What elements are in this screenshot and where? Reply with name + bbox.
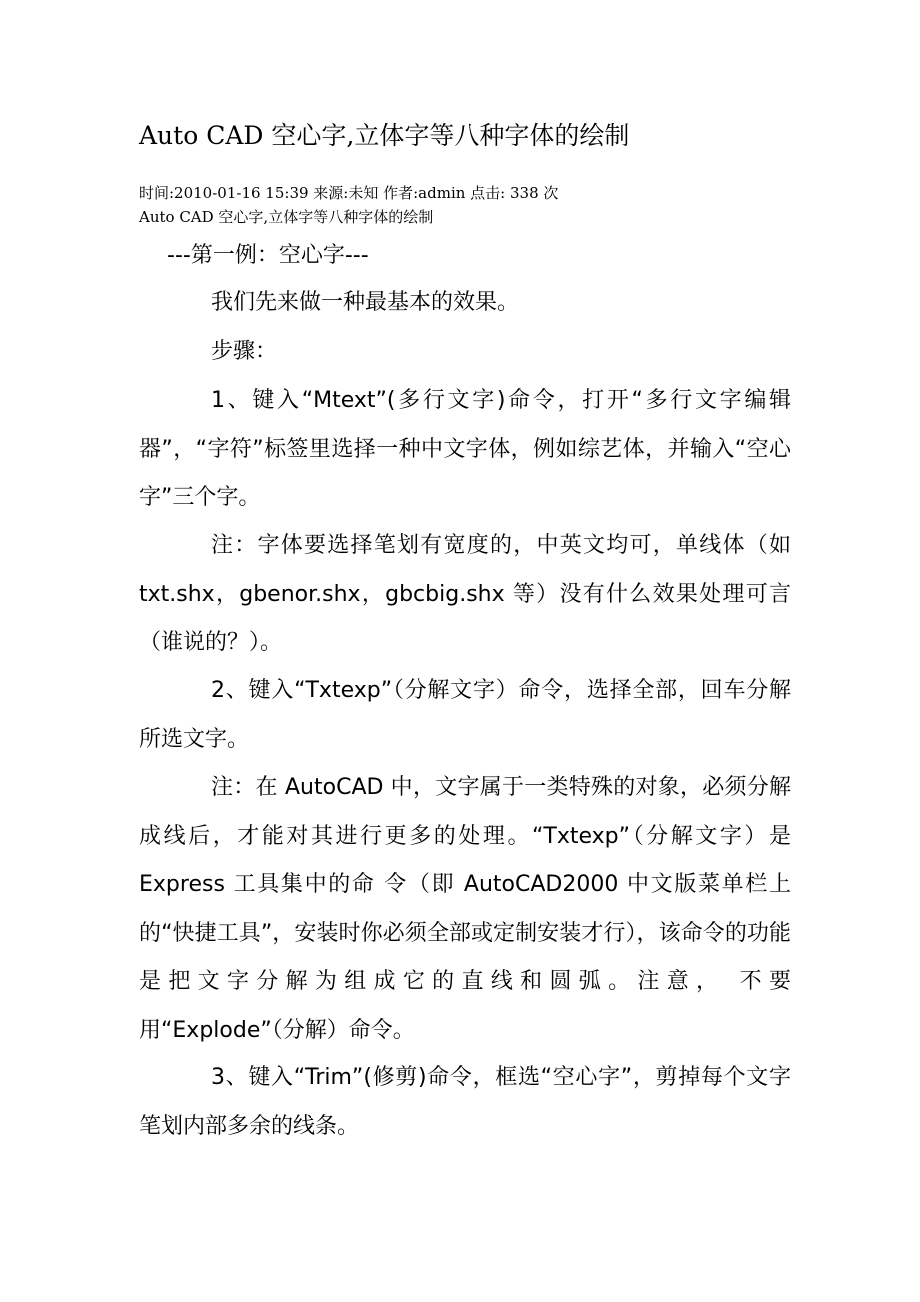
article-title: Auto CAD 空心字,立体字等八种字体的绘制 xyxy=(139,121,630,150)
paragraph-step-3: 3、键入“Trim”(修剪)命令，框选“空心字”，剪掉每个文字笔划内部多余的线条。 xyxy=(139,1065,791,1139)
paragraph-step-1: 1、键入“Mtext”(多行文字)命令，打开“多行文字编辑器”，“字符”标签里选择一种中文字体，例如综艺体，并输入“空心字”三个字。 xyxy=(139,388,791,510)
paragraph-intro: 我们先来做一种最基本的效果。 xyxy=(211,290,520,315)
paragraph-note-2: 注：在 AutoCAD 中，文字属于一类特殊的对象，必须分解成线后，才能对其进行更多的处理。“Txtexp”（分解文字）是 Express 工具集中的命 令（即 AutoCAD2000 中文版菜单栏上的“快捷工具”，安装时你必须全部或定制安装才行），该命令的功能是把文字分解为组成它的直线和圆弧。注意， 不要用“Explode”（分解）命令。 xyxy=(139,775,791,1043)
paragraph-step-2: 2、键入“Txtexp”（分解文字）命令，选择全部，回车分解所选文字。 xyxy=(139,678,791,752)
paragraph-steps-label: 步骤： xyxy=(211,339,278,364)
paragraph-note-1: 注：字体要选择笔划有宽度的，中英文均可，单线体（如 txt.shx，gbenor.shx，gbcbig.shx 等）没有什么效果处理可言（谁说的？）。 xyxy=(139,533,791,655)
article-meta: 时间:2010-01-16 15:39 来源:未知 作者:admin 点击: 338 次 xyxy=(139,184,559,202)
section-heading: ---第一例：空心字--- xyxy=(167,243,369,268)
article-subtitle: Auto CAD 空心字,立体字等八种字体的绘制 xyxy=(139,208,434,226)
